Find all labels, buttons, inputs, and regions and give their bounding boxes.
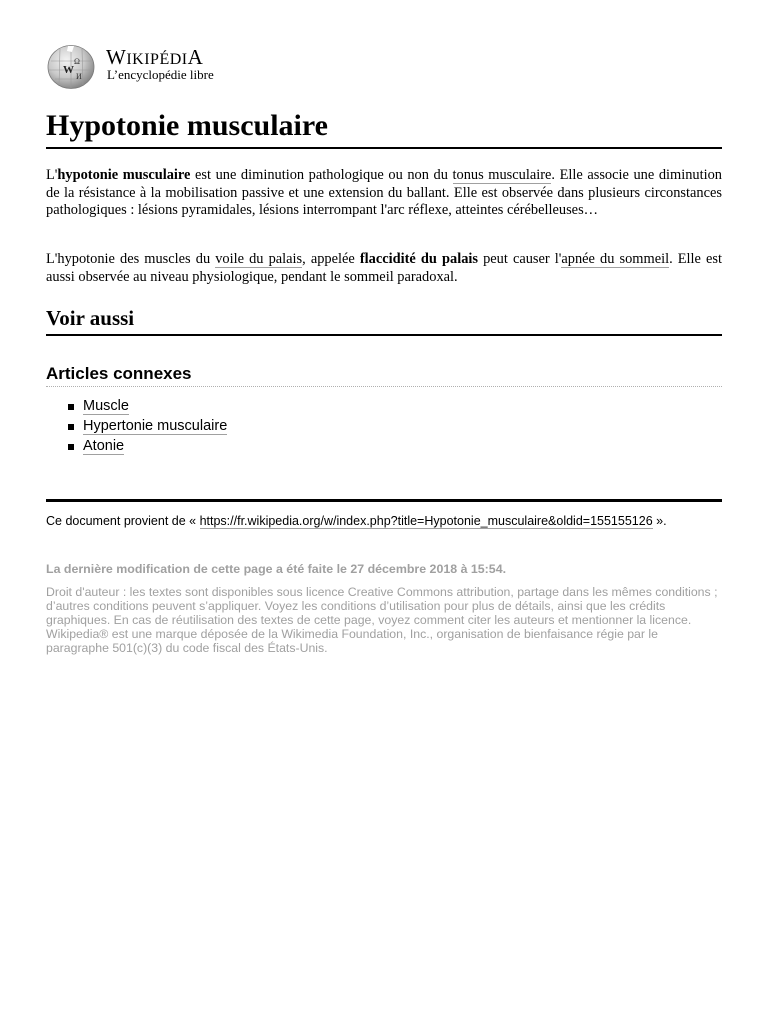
source-line xyxy=(46,513,722,529)
globe-glyph: Ω xyxy=(74,57,80,66)
text: Ce document provient de « xyxy=(46,514,200,528)
globe-glyph: И xyxy=(76,72,82,81)
bold-term: hypotonie musculaire xyxy=(57,167,191,183)
link-hypertonie-musculaire[interactable]: Hypertonie musculaire xyxy=(83,418,228,434)
bold-term: flaccidité du palais xyxy=(359,251,478,267)
wikipedia-globe-icon[interactable] xyxy=(46,43,96,89)
text: peut causer l' xyxy=(478,251,562,267)
list-item xyxy=(46,416,227,436)
source-url-link[interactable]: https://fr.wikipedia.org/w/index.php?title=Hypotonie_musculaire&oldid=155155126 xyxy=(199,514,653,528)
link-tonus-musculaire[interactable]: tonus musculaire xyxy=(452,167,552,183)
footer-divider xyxy=(46,499,722,502)
license-text: Droit d'auteur : les textes sont disponibles sous licence Creative Commons attribution, partage dans les mêmes conditions ; d’autres conditions peuvent s’appliquer. Voyez les conditions d’utilisation pour plus de détails, ainsi que les crédits graphiques. En cas de réutilisation des textes de cette page, voyez comment citer les auteurs et mentionner la licence. xyxy=(46,585,718,627)
text: est une diminution pathologique ou non du xyxy=(190,167,453,183)
header xyxy=(46,0,722,100)
paragraph-palais xyxy=(46,251,722,286)
globe-glyph: W xyxy=(63,64,74,76)
trademark-text: Wikipedia® est une marque déposée de la Wikimedia Foundation, Inc., organisation de bienfaisance régie par le paragraphe 501(c)(3) du code fiscal des États-Unis. xyxy=(46,627,658,655)
text: ». xyxy=(652,514,667,528)
text: . Elle est aussi observée au niveau physiologique, pendant le sommeil paradoxal. xyxy=(46,251,723,285)
copyright-notice xyxy=(46,585,722,655)
list-item xyxy=(46,436,227,456)
section-heading-voir-aussi: Voir aussi xyxy=(46,305,722,336)
last-modified: La dernière modification de cette page a été faite le 27 décembre 2018 à 15:54. xyxy=(46,562,507,576)
bullet-icon xyxy=(68,404,74,410)
text: L'hypotonie des muscles du xyxy=(46,251,216,267)
wordmark-final: A xyxy=(187,45,204,69)
list-item xyxy=(46,396,227,416)
text: . Elle associe une diminution de la résistance à la mobilisation passive et une extension du ballant. Elle est observée dans plusieurs circonstances pathologiques : lésions pyramidales, lésions interrompant l'arc réflexe, atteintes cérébelleuses… xyxy=(46,167,722,218)
link-atonie[interactable]: Atonie xyxy=(83,438,125,454)
paragraph-intro xyxy=(46,167,722,220)
tagline: L’encyclopédie libre xyxy=(107,67,214,82)
text: , appelée xyxy=(302,251,360,267)
bullet-icon xyxy=(68,424,74,430)
related-articles-list xyxy=(46,396,227,456)
link-muscle[interactable]: Muscle xyxy=(83,398,129,414)
link-apnee-du-sommeil[interactable]: apnée du sommeil xyxy=(561,251,670,267)
subsection-heading-articles-connexes: Articles connexes xyxy=(46,363,722,387)
bullet-icon xyxy=(68,444,74,450)
text: L' xyxy=(46,167,58,183)
link-voile-du-palais[interactable]: voile du palais xyxy=(215,251,303,267)
page-title: Hypotonie musculaire xyxy=(46,108,722,149)
wordmark-middle: IKIPÉDI xyxy=(126,51,188,68)
page xyxy=(46,0,723,655)
wordmark-initial: W xyxy=(106,45,127,69)
